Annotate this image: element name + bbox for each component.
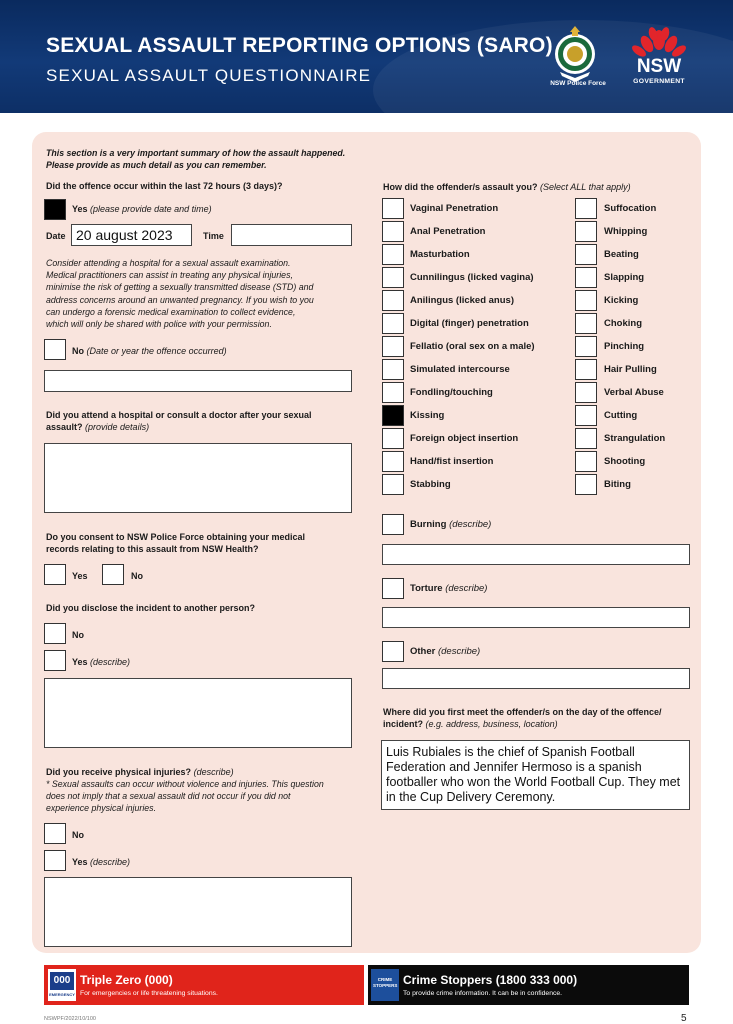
meet-location-textarea[interactable] — [381, 740, 690, 810]
consent-no-label: No — [131, 571, 143, 581]
assault-option-checkbox-5[interactable] — [382, 313, 404, 334]
crime-stoppers-title: Crime Stoppers (1800 333 000) — [403, 973, 578, 987]
assault-option-label-2: Masturbation — [410, 249, 470, 260]
q-consent-line1: Do you consent to NSW Police Force obtaining your medical — [46, 532, 306, 542]
assault-option-label-3: Cunnilingus (licked vagina) — [410, 272, 534, 283]
assault-option-b-checkbox-4[interactable] — [575, 290, 597, 311]
assault-option-checkbox-2[interactable] — [382, 244, 404, 265]
page-number: 5 — [681, 1013, 687, 1024]
burning-describe-input[interactable] — [382, 544, 690, 565]
page-subtitle: SEXUAL ASSAULT QUESTIONNAIRE — [46, 66, 372, 85]
assault-option-label-0: Vaginal Penetration — [410, 203, 499, 214]
q-hospital-line2: assault? (provide details) — [46, 422, 150, 432]
no-72h-checkbox[interactable] — [44, 339, 66, 360]
assault-option-b-label-11: Shooting — [604, 456, 646, 467]
form-code: NSWPF/2022/10/100 — [44, 1016, 96, 1022]
assault-option-checkbox-4[interactable] — [382, 290, 404, 311]
consent-yes-label: Yes — [72, 571, 88, 581]
no-72h-label: No (Date or year the offence occurred) — [72, 346, 227, 356]
assault-option-b-label-0: Suffocation — [604, 203, 657, 214]
government-label: GOVERNMENT — [633, 78, 685, 85]
hospital-details-textarea[interactable] — [44, 443, 352, 513]
assault-option-b-checkbox-11[interactable] — [575, 451, 597, 472]
crime-stoppers-banner — [368, 965, 689, 1005]
time-input[interactable] — [231, 224, 352, 246]
assault-option-checkbox-10[interactable] — [382, 428, 404, 449]
burning-label: Burning (describe) — [410, 519, 492, 530]
assault-option-label-8: Fondling/touching — [410, 387, 493, 398]
assault-option-checkbox-9[interactable] — [382, 405, 404, 426]
assault-option-b-checkbox-12[interactable] — [575, 474, 597, 495]
assault-option-b-checkbox-2[interactable] — [575, 244, 597, 265]
assault-option-b-label-1: Whipping — [604, 226, 648, 237]
assault-option-b-label-12: Biting — [604, 479, 631, 490]
injury-yes-label: Yes (describe) — [72, 857, 131, 867]
q-how-assault: How did the offender/s assault you? (Select ALL that apply) — [383, 182, 631, 192]
time-label: Time — [203, 231, 224, 241]
disclose-no-checkbox[interactable] — [44, 623, 66, 644]
other-checkbox[interactable] — [382, 641, 404, 662]
torture-describe-input[interactable] — [382, 607, 690, 628]
assault-option-b-label-9: Cutting — [604, 410, 638, 421]
date-input[interactable] — [71, 224, 192, 246]
burning-checkbox[interactable] — [382, 514, 404, 535]
emergency-000-icon — [48, 969, 76, 1001]
crime-icon-caption: CRIME STOPPERS — [373, 977, 398, 988]
date-label: Date — [46, 231, 66, 241]
assault-option-b-checkbox-5[interactable] — [575, 313, 597, 334]
assault-option-b-checkbox-6[interactable] — [575, 336, 597, 357]
assault-option-b-checkbox-10[interactable] — [575, 428, 597, 449]
assault-option-checkbox-8[interactable] — [382, 382, 404, 403]
assault-option-checkbox-11[interactable] — [382, 451, 404, 472]
assault-option-b-checkbox-0[interactable] — [575, 198, 597, 219]
assault-option-checkbox-0[interactable] — [382, 198, 404, 219]
injury-note: * Sexual assaults can occur without violence and injuries. This question does not imply that a sexual assault did not occur if you did not experience physical injuries. — [46, 779, 324, 814]
crime-stoppers-icon — [371, 969, 399, 1001]
assault-option-label-9: Kissing — [410, 410, 445, 421]
meet-location-value: Luis Rubiales is the chief of Spanish Football Federation and Jennifer Hermoso is a spanish footballer who won the World Football Cup. They met in the Cup Delivery Ceremony. — [386, 745, 681, 804]
consent-yes-checkbox[interactable] — [44, 564, 66, 585]
nsw-label: NSW — [636, 56, 682, 77]
injury-no-label: No — [72, 830, 84, 840]
disclose-no-label: No — [72, 630, 84, 640]
assault-option-b-label-7: Hair Pulling — [604, 364, 657, 375]
injury-no-checkbox[interactable] — [44, 823, 66, 844]
disclose-yes-label: Yes (describe) — [72, 657, 131, 667]
q-injuries: Did you receive physical injuries? (describe) — [46, 767, 234, 777]
assault-option-b-label-6: Pinching — [604, 341, 645, 352]
assault-option-label-12: Stabbing — [410, 479, 451, 490]
assault-option-label-4: Anilingus (licked anus) — [410, 295, 514, 306]
page-title: SEXUAL ASSAULT REPORTING OPTIONS (SARO) — [46, 34, 553, 57]
torture-label: Torture (describe) — [410, 583, 488, 594]
page-header — [0, 0, 733, 113]
intro-text: This section is a very important summary of how the assault happened. Please provide as much detail as you can remember. — [46, 148, 346, 170]
q-meet-line2: incident? (e.g. address, business, location) — [383, 719, 558, 729]
assault-option-label-11: Hand/fist insertion — [410, 456, 494, 467]
assault-option-b-label-4: Kicking — [604, 295, 639, 306]
disclose-yes-checkbox[interactable] — [44, 650, 66, 671]
assault-option-b-label-5: Choking — [604, 318, 642, 329]
assault-option-label-7: Simulated intercourse — [410, 364, 510, 375]
injury-yes-checkbox[interactable] — [44, 850, 66, 871]
date-value: 20 august 2023 — [76, 227, 173, 243]
disclose-details-textarea[interactable] — [44, 678, 352, 748]
q-72-hours: Did the offence occur within the last 72 hours (3 days)? — [46, 181, 283, 191]
q-meet-line1: Where did you first meet the offender/s on the day of the offence/ — [383, 707, 662, 717]
triple-zero-title: Triple Zero (000) — [80, 973, 173, 987]
assault-option-b-checkbox-8[interactable] — [575, 382, 597, 403]
hospital-advice-text: Consider attending a hospital for a sexual assault examination. Medical practitioners can assist in treating any physical injuries, minimise the risk of getting a sexually transmitted disease (STD) and address concerns around an unwanted pregnancy. If you wish to you can undergo a forensic medical examination to collect evidence, which will only be shared with police with your permission. — [46, 258, 314, 330]
consent-no-checkbox[interactable] — [102, 564, 124, 585]
assault-option-b-label-3: Slapping — [604, 272, 645, 283]
assault-option-b-checkbox-7[interactable] — [575, 359, 597, 380]
emergency-icon-number: 000 — [50, 972, 74, 990]
assault-option-b-label-10: Strangulation — [604, 433, 666, 444]
offence-date-input[interactable] — [44, 370, 352, 392]
q-disclose: Did you disclose the incident to another person? — [46, 603, 256, 613]
emergency-icon-caption: EMERGENCY — [49, 992, 75, 997]
police-force-label: NSW Police Force — [550, 80, 606, 87]
triple-zero-subtitle: For emergencies or life threatening situations. — [80, 990, 218, 997]
triple-zero-banner — [44, 965, 364, 1005]
q-hospital-line1: Did you attend a hospital or consult a doctor after your sexual — [46, 410, 312, 420]
assault-option-b-checkbox-1[interactable] — [575, 221, 597, 242]
injury-details-textarea[interactable] — [44, 877, 352, 947]
torture-checkbox[interactable] — [382, 578, 404, 599]
yes-72h-checkbox[interactable] — [44, 199, 66, 220]
assault-option-checkbox-3[interactable] — [382, 267, 404, 288]
assault-option-label-10: Foreign object insertion — [410, 433, 519, 444]
assault-option-label-6: Fellatio (oral sex on a male) — [410, 341, 535, 352]
assault-option-b-checkbox-9[interactable] — [575, 405, 597, 426]
assault-option-label-1: Anal Penetration — [410, 226, 486, 237]
assault-option-checkbox-12[interactable] — [382, 474, 404, 495]
assault-option-label-5: Digital (finger) penetration — [410, 318, 529, 329]
q-consent-line2: records relating to this assault from NSW Health? — [46, 544, 259, 554]
assault-option-checkbox-1[interactable] — [382, 221, 404, 242]
assault-option-b-checkbox-3[interactable] — [575, 267, 597, 288]
yes-72h-label: Yes (please provide date and time) — [72, 204, 212, 214]
assault-option-b-label-2: Beating — [604, 249, 639, 260]
assault-option-checkbox-6[interactable] — [382, 336, 404, 357]
assault-option-checkbox-7[interactable] — [382, 359, 404, 380]
crime-stoppers-subtitle: To provide crime information. It can be in confidence. — [403, 990, 563, 997]
assault-option-b-label-8: Verbal Abuse — [604, 387, 664, 398]
other-describe-input[interactable] — [382, 668, 690, 689]
other-label: Other (describe) — [410, 646, 481, 657]
